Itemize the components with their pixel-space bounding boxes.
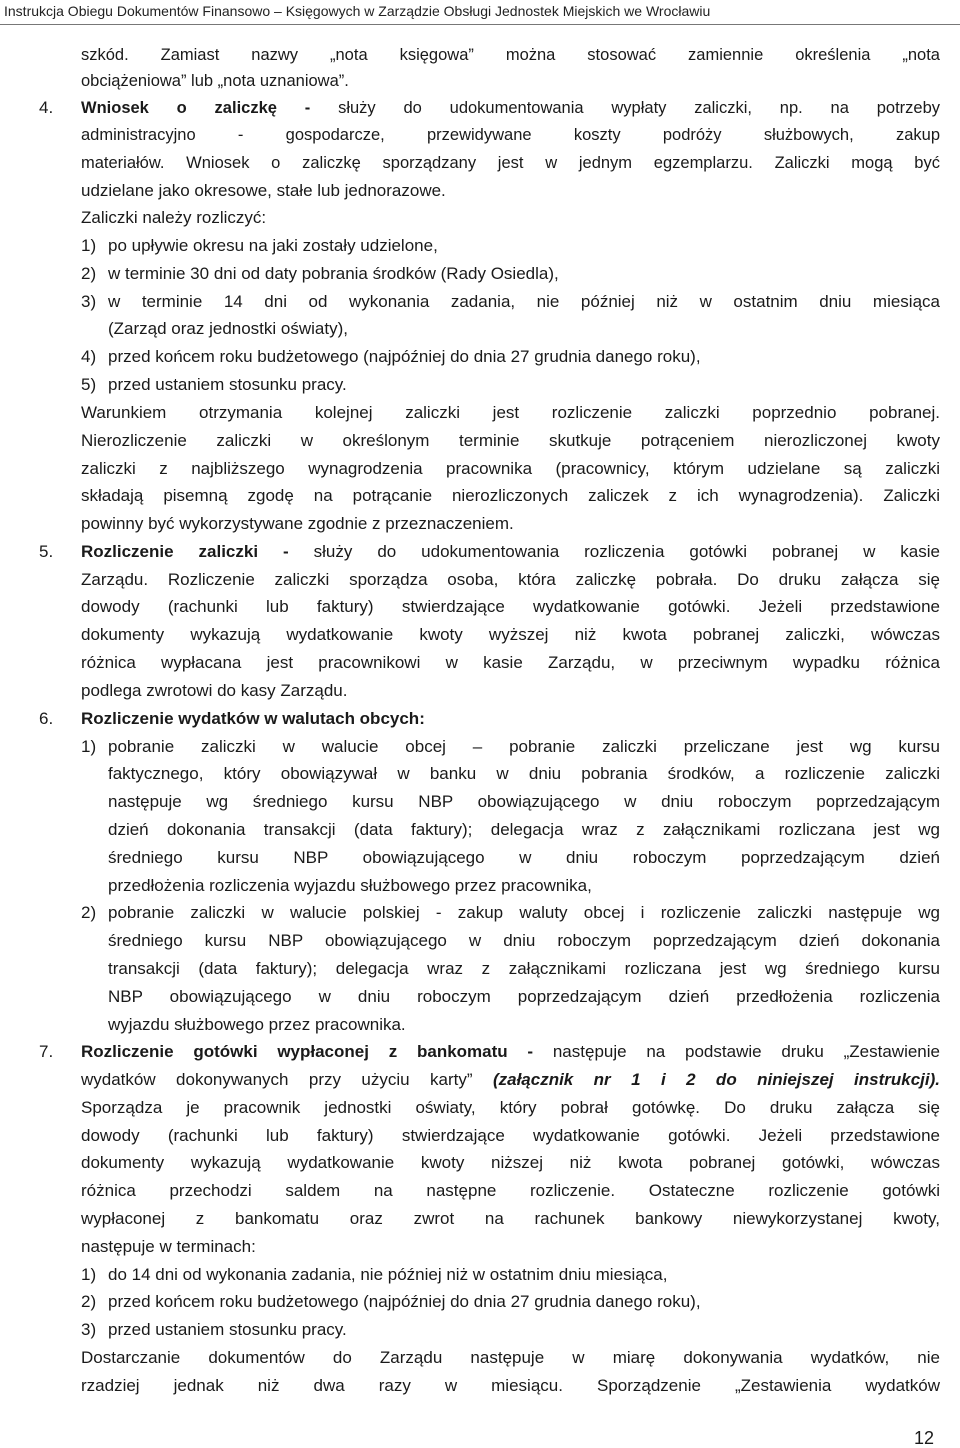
list-item-continuation: następuje wg średniego kursu NBP obowiązującego w dniu roboczym poprzedzającym (108, 792, 940, 811)
list-item-continuation: dzień dokonania transakcji (data faktury); delegacja wraz z załącznikami rozliczana jest wg (108, 820, 940, 839)
text-line: dowody (rachunki lub faktury) stwierdzające wydatkowanie gotówki. Jeżeli przedstawione (81, 1126, 940, 1145)
section-number: 5. (39, 542, 54, 561)
list-number: 2) (81, 1292, 97, 1311)
attachment-reference: (załącznik nr 1 i 2 do niniejszej instrukcji). (492, 1070, 940, 1089)
text-line: materiałów. Wniosek o zaliczkę sporządzany jest w jednym egzemplarzu. Zaliczki mogą być (81, 154, 940, 172)
list-number: 4) (81, 347, 97, 366)
document-header: Instrukcja Obiegu Dokumentów Finansowo – Księgowych w Zarządzie Obsługi Jednostek Miejskich we Wrocławiu (4, 3, 711, 19)
section-title-text: Rozliczenie wydatków w walutach obcych: (81, 709, 425, 728)
list-number: 5) (81, 375, 97, 394)
header-rule (0, 24, 960, 25)
text-line: składają pisemną zgodę na potrącanie nierozliczonych zaliczek z ich wynagrodzenia). Zaliczki (81, 486, 940, 505)
section-7-line-2 (81, 1070, 940, 1090)
section-title: Rozliczenie zaliczki - (81, 542, 289, 561)
section-title (81, 709, 425, 729)
list-item-continuation: faktycznego, który obowiązywał w banku w dniu pobrania środków, a rozliczenie zaliczki (108, 764, 940, 783)
text-line: wypłaconej z bankomatu oraz zwrot na rachunek bankowy niewykorzystanej kwoty, (81, 1209, 940, 1228)
text-line: obciążeniowa” lub „nota uznaniowa”. (81, 72, 349, 90)
text-line: różnica przechodzi saldem na następne rozliczenie. Ostateczne rozliczenie gotówki (81, 1181, 940, 1200)
text-line: dowody (rachunki lub faktury) stwierdzające wydatkowanie gotówki. Jeżeli przedstawione (81, 597, 940, 616)
list-item: przed końcem roku budżetowego (najpóźniej do dnia 27 grudnia danego roku), (108, 1292, 701, 1311)
list-item: pobranie zaliczki w walucie obcej – pobranie zaliczki przeliczane jest wg kursu (108, 737, 940, 756)
text-line: dokumenty wykazują wydatkowanie kwoty wyższej niż kwota pobranej zaliczki, wówczas (81, 625, 940, 644)
text-run: służy do udokumentowania rozliczenia gotówki pobranej w kasie (288, 542, 940, 561)
text-line: szkód. Zamiast nazwy „nota księgowa” można stosować zamiennie określenia „nota (81, 46, 940, 64)
section-number: 7. (39, 1042, 54, 1061)
list-item: przed ustaniem stosunku pracy. (108, 375, 347, 394)
list-item-continuation: średniego kursu NBP obowiązującego w dniu roboczym poprzedzającym dzień (108, 848, 940, 867)
list-number: 2) (81, 264, 97, 283)
text-line: Zarządu. Rozliczenie zaliczki sporządza osoba, która zaliczkę pobrała. Do druku załącza się (81, 570, 940, 589)
section-title: Wniosek o zaliczkę - (81, 99, 311, 117)
section-number: 4. (39, 98, 54, 117)
text-line: następuje w terminach: (81, 1237, 256, 1256)
list-number: 3) (81, 292, 97, 311)
list-item: przed końcem roku budżetowego (najpóźniej do dnia 27 grudnia danego roku), (108, 347, 701, 366)
list-number: 3) (81, 1320, 97, 1339)
page-number: 12 (914, 1428, 935, 1448)
list-number: 2) (81, 903, 97, 922)
list-item-continuation: NBP obowiązującego w dniu roboczym poprzedzającym dzień przedłożenia rozliczenia (108, 987, 940, 1006)
text-line: Nierozliczenie zaliczki w określonym terminie skutkuje potrąceniem nierozliczonej kwoty (81, 431, 940, 450)
list-item: w terminie 14 dni od wykonania zadania, nie później niż w ostatnim dniu miesiąca (108, 292, 940, 311)
section-5-line-1 (81, 542, 940, 562)
text-line: zaliczki z najbliższego wynagrodzenia pracownika (pracownicy, którym udzielane są zaliczki (81, 459, 940, 478)
list-item: do 14 dni od wykonania zadania, nie później niż w ostatnim dniu miesiąca, (108, 1265, 668, 1284)
list-item: przed ustaniem stosunku pracy. (108, 1320, 347, 1339)
text-line: Warunkiem otrzymania kolejnej zaliczki jest rozliczenie zaliczki poprzednio pobranej. (81, 403, 940, 422)
text-line: dokumenty wykazują wydatkowanie kwoty niższej niż kwota pobranej gotówki, wówczas (81, 1153, 940, 1172)
section-7-line-1 (81, 1042, 940, 1062)
list-item: po upływie okresu na jaki zostały udzielone, (108, 236, 438, 255)
text-line: administracyjno - gospodarcze, przewidywane koszty podróży służbowych, zakup (81, 126, 940, 144)
text-line: rzadziej jednak niż dwa razy w miesiącu. Sporządzenie „Zestawienia wydatków (81, 1376, 940, 1395)
text-line: Dostarczanie dokumentów do Zarządu następuje w miarę dokonywania wydatków, nie (81, 1348, 940, 1367)
list-number: 1) (81, 236, 97, 255)
text-line: udzielane jako okresowe, stałe lub jednorazowe. (81, 181, 446, 200)
text-line: Zaliczki należy rozliczyć: (81, 208, 267, 227)
list-number: 1) (81, 737, 97, 756)
text-run: wydatków dokonywanych przy użyciu karty” (81, 1070, 473, 1089)
text-run: następuje na podstawie druku „Zestawienie (533, 1042, 940, 1061)
section-title: Rozliczenie gotówki wypłaconej z bankomatu - (81, 1042, 534, 1061)
text-line: Sporządza je pracownik jednostki oświaty, który pobrał gotówkę. Do druku załącza się (81, 1098, 940, 1117)
list-number: 1) (81, 1265, 97, 1284)
list-item: w terminie 30 dni od daty pobrania środków (Rady Osiedla), (108, 264, 559, 283)
text-line: różnica wypłacana jest pracownikowi w kasie Zarządu, w przeciwnym wypadku różnica (81, 653, 940, 672)
list-item-continuation: wyjazdu służbowego przez pracownika. (108, 1015, 406, 1034)
list-item-continuation: średniego kursu NBP obowiązującego w dniu roboczym poprzedzającym dzień dokonania (108, 931, 940, 950)
text-line: podlega zwrotowi do kasy Zarządu. (81, 681, 348, 700)
list-item-continuation: (Zarząd oraz jednostki oświaty), (108, 319, 348, 338)
list-item: pobranie zaliczki w walucie polskiej - zakup waluty obcej i rozliczenie zaliczki następuje wg (108, 903, 940, 922)
text-line: powinny być wykorzystywane zgodnie z przeznaczeniem. (81, 514, 514, 533)
text-run: służy do udokumentowania wypłaty zaliczki, np. na potrzeby (310, 99, 940, 117)
list-item-continuation: przedłożenia rozliczenia wyjazdu służbowego przez pracownika, (108, 876, 592, 895)
list-item-continuation: transakcji (data faktury); delegacja wraz z załącznikami rozliczana jest wg średniego kursu (108, 959, 940, 978)
section-number: 6. (39, 709, 54, 728)
section-4-line-1 (81, 98, 940, 118)
